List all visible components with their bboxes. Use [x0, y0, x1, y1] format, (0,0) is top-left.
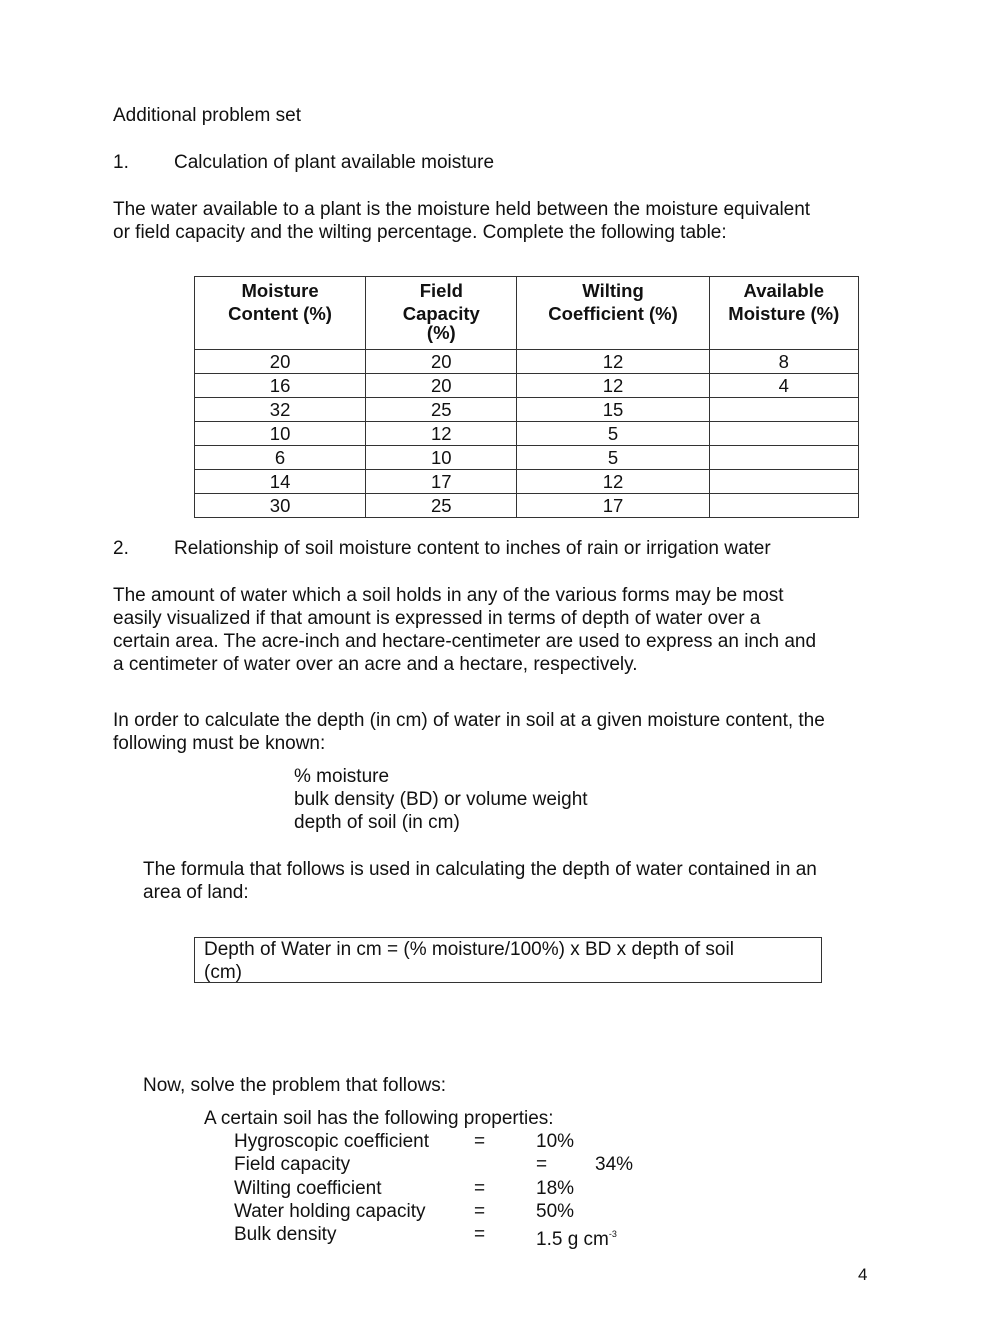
- section-2-paragraph-1: [113, 584, 816, 676]
- cell-wilting-coefficient: 12: [517, 470, 709, 494]
- paragraph-line: following must be known:: [113, 733, 326, 754]
- problem-intro: A certain soil has the following properties:: [204, 1108, 554, 1129]
- property-value: 50%: [536, 1201, 575, 1222]
- header-line: Content (%): [228, 303, 332, 324]
- cell-moisture-content: 20: [195, 350, 366, 374]
- property-label: Field capacity: [234, 1154, 351, 1175]
- cell-field-capacity: 20: [366, 374, 517, 398]
- available-moisture-table: [194, 276, 859, 518]
- cell-wilting-coefficient: 12: [517, 374, 709, 398]
- cell-available-moisture: [709, 470, 858, 494]
- paragraph-line: The water available to a plant is the moisture held between the moisture equivalent: [113, 199, 811, 220]
- cell-wilting-coefficient: 17: [517, 494, 709, 518]
- cell-moisture-content: 6: [195, 446, 366, 470]
- table-header-row: [195, 277, 859, 350]
- property-superscript: -3: [608, 1229, 617, 1239]
- header-line: Available: [743, 280, 825, 301]
- known-items-list: [294, 765, 588, 834]
- paragraph-line: a centimeter of water over an acre and a hectare, respectively.: [113, 654, 638, 675]
- property-equals: =: [474, 1201, 486, 1222]
- cell-available-moisture: [709, 398, 858, 422]
- header-line: Moisture (%): [728, 303, 840, 324]
- header-line: Capacity: [402, 303, 480, 324]
- formula-box: [194, 937, 822, 983]
- table-row: [195, 350, 859, 374]
- header-field-capacity: [366, 277, 517, 350]
- header-line: Coefficient (%): [548, 303, 678, 324]
- solve-prompt: Now, solve the problem that follows:: [143, 1075, 447, 1096]
- section-2-title: Relationship of soil moisture content to inches of rain or irrigation water: [174, 538, 771, 559]
- cell-wilting-coefficient: 12: [517, 350, 709, 374]
- cell-moisture-content: 30: [195, 494, 366, 518]
- property-label: Bulk density: [234, 1224, 337, 1245]
- cell-wilting-coefficient: 5: [517, 422, 709, 446]
- paragraph-line: In order to calculate the depth (in cm) of water in soil at a given moisture content, the: [113, 710, 825, 731]
- cell-available-moisture: [709, 422, 858, 446]
- cell-field-capacity: 25: [366, 398, 517, 422]
- property-equals: =: [474, 1224, 486, 1245]
- paragraph-line: area of land:: [143, 882, 249, 903]
- cell-moisture-content: 10: [195, 422, 366, 446]
- property-value: 10%: [536, 1131, 575, 1152]
- page-number: 4: [858, 1265, 868, 1284]
- formula-line: (cm): [204, 962, 242, 983]
- paragraph-line: certain area. The acre-inch and hectare-centimeter are used to express an inch and: [113, 631, 817, 652]
- section-1-paragraph: [113, 198, 810, 244]
- paragraph-line: easily visualized if that amount is expressed in terms of depth of water over a: [113, 608, 761, 629]
- table-row: [195, 398, 859, 422]
- cell-field-capacity: 10: [366, 446, 517, 470]
- header-line: Wilting: [582, 280, 644, 301]
- property-value-wrap: [536, 1223, 617, 1251]
- cell-moisture-content: 32: [195, 398, 366, 422]
- cell-wilting-coefficient: 15: [517, 398, 709, 422]
- cell-moisture-content: 14: [195, 470, 366, 494]
- cell-moisture-content: 16: [195, 374, 366, 398]
- table-row: [195, 494, 859, 518]
- property-value: 1.5 g cm: [536, 1229, 609, 1250]
- property-label: Water holding capacity: [234, 1201, 426, 1222]
- section-2-paragraph-3: [143, 858, 817, 904]
- list-item: % moisture: [294, 766, 390, 787]
- cell-available-moisture: 8: [709, 350, 858, 374]
- paragraph-line: or field capacity and the wilting percentage. Complete the following table:: [113, 222, 727, 243]
- section-2-number: 2.: [113, 538, 129, 559]
- cell-field-capacity: 25: [366, 494, 517, 518]
- cell-available-moisture: [709, 494, 858, 518]
- paragraph-line: The amount of water which a soil holds in any of the various forms may be most: [113, 585, 784, 606]
- header-wilting-coefficient: [517, 277, 709, 350]
- list-item: bulk density (BD) or volume weight: [294, 789, 588, 810]
- cell-field-capacity: 12: [366, 422, 517, 446]
- property-equals: =: [474, 1178, 486, 1199]
- property-equals: =: [474, 1131, 486, 1152]
- section-1-number: 1.: [113, 152, 129, 173]
- table-row: [195, 446, 859, 470]
- property-value: 18%: [536, 1178, 575, 1199]
- cell-field-capacity: 17: [366, 470, 517, 494]
- document-title: Additional problem set: [113, 105, 301, 126]
- cell-field-capacity: 20: [366, 350, 517, 374]
- cell-wilting-coefficient: 5: [517, 446, 709, 470]
- paragraph-line: The formula that follows is used in calculating the depth of water contained in an: [143, 859, 817, 880]
- section-1-heading: [113, 151, 494, 174]
- header-line: Moisture: [241, 280, 319, 301]
- list-item: depth of soil (in cm): [294, 812, 460, 833]
- header-available-moisture: [709, 277, 858, 350]
- cell-available-moisture: 4: [709, 374, 858, 398]
- cell-available-moisture: [709, 446, 858, 470]
- header-line: Field: [419, 280, 463, 301]
- section-2-heading: [113, 537, 771, 560]
- property-equals: =: [536, 1154, 548, 1175]
- section-2-paragraph-2: [113, 709, 825, 755]
- table-row: [195, 470, 859, 494]
- table-row: [195, 422, 859, 446]
- header-moisture-content: [195, 277, 366, 350]
- header-line: (%): [426, 322, 456, 343]
- property-value: 34%: [595, 1154, 634, 1175]
- formula-line: Depth of Water in cm = (% moisture/100%) x BD x depth of soil: [204, 939, 734, 960]
- table-row: [195, 374, 859, 398]
- property-label: Wilting coefficient: [234, 1178, 382, 1199]
- section-1-title: Calculation of plant available moisture: [174, 152, 495, 173]
- property-label: Hygroscopic coefficient: [234, 1131, 430, 1152]
